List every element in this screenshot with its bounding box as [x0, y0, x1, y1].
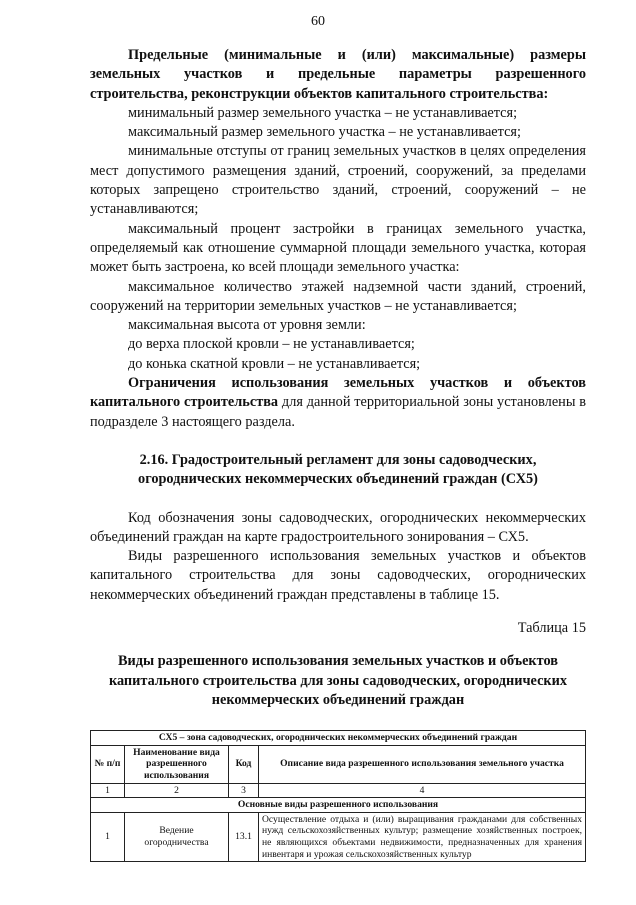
limits-heading: Предельные (минимальные и (или) максимальные) размеры земельных участков и предельные параметры разрешенного строительства, реконструкции объектов капитального строительства: [90, 47, 586, 102]
limit-item: минимальный размер земельного участка – не устанавливается; [128, 104, 518, 121]
row-description: Осуществление отдыха и (или) выращивания гражданами для собственных нужд сельскохозяйственных культур; размещение хозяйственных построек, не являющихся объектами недвижимости, предназначенных для хранения инвентаря и урожая сельскохозяйственных культур [259, 812, 586, 861]
table-label: Таблица 15 [517, 620, 586, 637]
limit-item: минимальные отступы от границ земельных участков в целях определения мест допустимого размещения зданий, строений, сооружений, за пределами которых запрещено строительство зданий, строений, сооружений – не устанавливаются; [90, 143, 586, 218]
row-code: 13.1 [229, 812, 259, 861]
table-header-row [91, 745, 586, 783]
limit-item: максимальная высота от уровня земли: [128, 317, 366, 334]
header-code: Код [229, 745, 259, 783]
column-number: 2 [125, 783, 229, 798]
column-number: 4 [259, 783, 586, 798]
table-caption-row [91, 731, 586, 746]
column-number: 3 [229, 783, 259, 798]
restrictions-paragraph [90, 374, 586, 432]
column-number: 1 [91, 783, 125, 798]
page-number: 60 [311, 14, 325, 29]
group-row [91, 798, 586, 813]
table-row [91, 812, 586, 861]
header-name: Наименование вида разрешенного использования [125, 745, 229, 783]
page-body [90, 46, 586, 862]
group-label: Основные виды разрешенного использования [91, 798, 586, 813]
restrictions-bold: Ограничения использования земельных участков и объектов капитального строительства [90, 375, 586, 411]
restrictions-rest: для данной территориальной зоны установлены в подразделе 3 настоящего раздела. [90, 394, 587, 430]
section-heading: 2.16. Градостроительный регламент для зоны садоводческих, огороднических некоммерческих объединений граждан (СХ5) [138, 451, 538, 488]
paragraph-code: Код обозначения зоны садоводческих, огороднических некоммерческих объединений граждан на карте градостроительного зонирования – СХ5. [90, 509, 586, 545]
header-description: Описание вида разрешенного использования земельного участка [259, 745, 586, 783]
limit-item: максимальный процент застройки в границах земельного участка, определяемый как отношение суммарной площади земельного участка, которая может быть застроена, ко всей площади земельного участка: [90, 220, 586, 276]
table-title: Виды разрешенного использования земельных участков и объектов капитального строительства для зоны садоводческих, огороднических некоммерческих объединений граждан [108, 653, 568, 708]
usage-table [90, 730, 586, 862]
table-caption: СХ5 – зона садоводческих, огороднических некоммерческих объединений граждан [91, 731, 586, 746]
header-num: № п/п [91, 745, 125, 783]
column-numbers-row [91, 783, 586, 798]
row-num: 1 [91, 812, 125, 861]
row-name: Ведение огородничества [125, 812, 229, 861]
limit-item: максимальный размер земельного участка – не устанавливается; [128, 124, 521, 141]
limit-item: до конька скатной кровли – не устанавливается; [128, 355, 421, 372]
limit-item: до верха плоской кровли – не устанавливается; [128, 336, 415, 353]
paragraph-types: Виды разрешенного использования земельных участков и объектов капитального строительства для зоны садоводческих, огороднических некоммерческих объединений граждан представлены в таблице 15. [90, 548, 586, 603]
limit-item: максимальное количество этажей надземной части зданий, строений, сооружений на территории земельных участков – не устанавливается; [90, 278, 586, 314]
